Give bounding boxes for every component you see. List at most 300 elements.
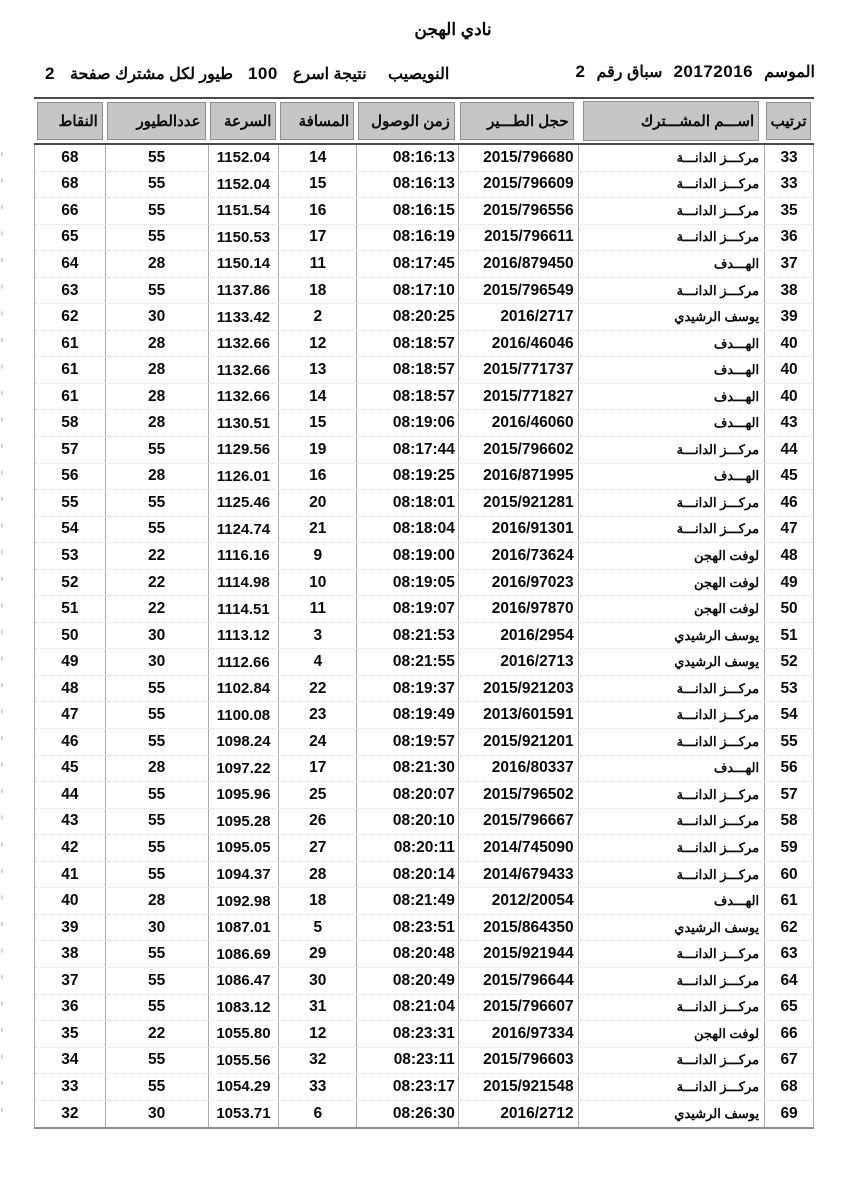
cell-rank: 39: [764, 304, 813, 330]
cell-ring: 2016/2954: [458, 623, 578, 649]
cell-time: 08:20:11: [356, 835, 458, 861]
cell-ring: 2013/601591: [458, 702, 578, 728]
cell-name: يوسف الرشيدي: [578, 623, 765, 649]
cell-birds: 30: [105, 304, 208, 330]
cell-ring: 2016/91301: [458, 517, 578, 543]
cell-birds: 28: [105, 357, 208, 383]
column-header-time: [356, 101, 458, 141]
table-row: [35, 304, 813, 331]
cell-time: 08:16:15: [356, 198, 458, 224]
cell-speed: 1137.86: [208, 278, 279, 304]
cell-points: 66: [61, 201, 79, 219]
cell-points: 48: [61, 679, 79, 697]
cell-birds: 55: [105, 702, 208, 728]
cell-ring: 2016/871995: [458, 464, 578, 490]
cell-time: 08:20:10: [356, 809, 458, 835]
cell-time: 08:26:30: [356, 1101, 458, 1128]
cell-birds: 55: [105, 782, 208, 808]
cell-dist: 25: [278, 782, 356, 808]
cell-points: 42: [61, 838, 79, 856]
cell-rank: 51: [764, 623, 813, 649]
table-body: [34, 145, 814, 1129]
cell-speed: 1100.08: [208, 702, 279, 728]
cell-dist: 3: [278, 623, 356, 649]
cell-birds: 22: [105, 596, 208, 622]
cell-birds: 28: [105, 464, 208, 490]
cell-time: 08:19:00: [356, 543, 458, 569]
cell-time: 08:16:13: [356, 145, 458, 171]
cell-name: مركـــز الدانـــة: [578, 995, 765, 1021]
cell-time: 08:23:51: [356, 915, 458, 941]
table-row: [35, 517, 813, 544]
result-label: نتيجة اسرع: [292, 66, 367, 83]
cell-name: لوفت الهجن: [578, 543, 765, 569]
cell-dist: 19: [278, 437, 356, 463]
column-header-name: [578, 101, 765, 141]
cell-birds: 28: [105, 331, 208, 357]
race-location: النويصيب: [388, 66, 450, 83]
cell-time: 08:20:07: [356, 782, 458, 808]
cell-time: 08:19:07: [356, 596, 458, 622]
cell-name: يوسف الرشيدي: [578, 649, 765, 675]
cell-dist: 22: [278, 676, 356, 702]
cell-time: 08:16:19: [356, 225, 458, 251]
table-row: [35, 172, 813, 199]
cell-name: مركـــز الدانـــة: [578, 198, 765, 224]
cell-points: 34: [61, 1051, 79, 1069]
cell-points: 68: [61, 148, 79, 166]
cell-rank: 65: [764, 995, 813, 1021]
table-row: [35, 543, 813, 570]
cell-ring: 2015/921203: [458, 676, 578, 702]
cell-speed: 1113.12: [208, 623, 279, 649]
cell-time: 08:18:04: [356, 517, 458, 543]
cell-ring: 2014/679433: [458, 862, 578, 888]
cell-speed: 1094.37: [208, 862, 279, 888]
cell-time: 08:21:55: [356, 649, 458, 675]
cell-time: 08:19:57: [356, 729, 458, 755]
cell-points: 62: [61, 308, 79, 326]
cell-points: 46: [61, 732, 79, 750]
cell-rank: 68: [764, 1074, 813, 1100]
cell-name: يوسف الرشيدي: [578, 915, 765, 941]
cell-rank: 55: [764, 729, 813, 755]
cell-name: مركـــز الدانـــة: [578, 437, 765, 463]
cell-rank: 36: [764, 225, 813, 251]
cell-name: مركـــز الدانـــة: [578, 517, 765, 543]
cell-dist: 10: [278, 570, 356, 596]
subtitle-row: [0, 62, 848, 88]
cell-speed: 1083.12: [208, 995, 279, 1021]
cell-points: 51: [61, 600, 79, 618]
cell-rank: 61: [764, 888, 813, 914]
cell-time: 08:18:57: [356, 384, 458, 410]
cell-points: 64: [61, 254, 79, 272]
cell-rank: 66: [764, 1021, 813, 1047]
cell-rank: 59: [764, 835, 813, 861]
cell-dist: 17: [278, 756, 356, 782]
table-row: [35, 941, 813, 968]
cell-speed: 1055.80: [208, 1021, 279, 1047]
table-row: [35, 968, 813, 995]
cell-ring: 2012/20054: [458, 888, 578, 914]
cell-time: 08:19:37: [356, 676, 458, 702]
cell-birds: 22: [105, 1021, 208, 1047]
cell-speed: 1132.66: [208, 331, 279, 357]
table-header-row: [34, 97, 814, 145]
cell-time: 08:21:53: [356, 623, 458, 649]
cell-speed: 1102.84: [208, 676, 279, 702]
cell-points: 50: [61, 626, 79, 644]
table-row: [35, 410, 813, 437]
table-row: [35, 915, 813, 942]
cell-dist: 32: [278, 1048, 356, 1074]
cell-birds: 30: [105, 1101, 208, 1128]
cell-ring: 2016/80337: [458, 756, 578, 782]
cell-dist: 14: [278, 145, 356, 171]
cell-name: الهـــدف: [578, 384, 765, 410]
cell-dist: 29: [278, 941, 356, 967]
cell-ring: 2014/745090: [458, 835, 578, 861]
cell-name: يوسف الرشيدي: [578, 304, 765, 330]
cell-ring: 2016/879450: [458, 251, 578, 277]
cell-rank: 49: [764, 570, 813, 596]
cell-birds: 55: [105, 225, 208, 251]
cell-points: 32: [61, 1104, 79, 1122]
cell-rank: 53: [764, 676, 813, 702]
cell-time: 08:19:05: [356, 570, 458, 596]
cell-rank: 46: [764, 490, 813, 516]
cell-points: 54: [61, 520, 79, 538]
race-label: سباق رقم: [596, 64, 663, 81]
season-race-info: [576, 62, 816, 82]
race-number: 2: [575, 62, 586, 81]
cell-points: 44: [61, 785, 79, 803]
cell-speed: 1054.29: [208, 1074, 279, 1100]
cell-birds: 55: [105, 517, 208, 543]
cell-ring: 2016/46046: [458, 331, 578, 357]
cell-name: لوفت الهجن: [578, 1021, 765, 1047]
column-header-speed: [208, 101, 279, 141]
column-header-label-rank: ترتيب: [766, 102, 811, 140]
cell-dist: 18: [278, 888, 356, 914]
cell-name: يوسف الرشيدي: [578, 1101, 765, 1128]
table-row: [35, 1101, 813, 1128]
cell-name: مركـــز الدانـــة: [578, 145, 765, 171]
cell-name: مركـــز الدانـــة: [578, 225, 765, 251]
cell-points: 68: [61, 175, 79, 193]
cell-ring: 2015/771737: [458, 357, 578, 383]
cell-speed: 1150.53: [208, 225, 279, 251]
cell-dist: 11: [278, 251, 356, 277]
cell-name: مركـــز الدانـــة: [578, 729, 765, 755]
cell-ring: 2016/97334: [458, 1021, 578, 1047]
cell-ring: 2015/796611: [458, 225, 578, 251]
cell-points: 57: [61, 440, 79, 458]
cell-time: 08:20:49: [356, 968, 458, 994]
cell-points: 63: [61, 281, 79, 299]
result-info: [45, 64, 367, 84]
cell-time: 08:17:45: [356, 251, 458, 277]
cell-dist: 30: [278, 968, 356, 994]
table-row: [35, 888, 813, 915]
cell-dist: 14: [278, 384, 356, 410]
cell-name: الهـــدف: [578, 464, 765, 490]
cell-speed: 1098.24: [208, 729, 279, 755]
cell-ring: 2015/864350: [458, 915, 578, 941]
cell-name: الهـــدف: [578, 251, 765, 277]
cell-time: 08:20:25: [356, 304, 458, 330]
cell-speed: 1055.56: [208, 1048, 279, 1074]
table-row: [35, 278, 813, 305]
cell-birds: 28: [105, 384, 208, 410]
season-label: الموسم: [764, 64, 815, 81]
column-header-label-name: اســـم المشـــترك: [583, 101, 760, 141]
cell-dist: 16: [278, 198, 356, 224]
cell-birds: 55: [105, 862, 208, 888]
cell-birds: 55: [105, 490, 208, 516]
cell-speed: 1151.54: [208, 198, 279, 224]
table-row: [35, 357, 813, 384]
cell-dist: 15: [278, 410, 356, 436]
cell-ring: 2015/796644: [458, 968, 578, 994]
cell-points: 52: [61, 573, 79, 591]
cell-name: مركـــز الدانـــة: [578, 1074, 765, 1100]
cell-dist: 31: [278, 995, 356, 1021]
cell-points: 40: [61, 892, 79, 910]
table-row: [35, 464, 813, 491]
cell-dist: 9: [278, 543, 356, 569]
cell-speed: 1132.66: [208, 384, 279, 410]
cell-points: 45: [61, 759, 79, 777]
cell-points: 61: [61, 387, 79, 405]
cell-speed: 1150.14: [208, 251, 279, 277]
column-header-ring: [458, 101, 578, 141]
cell-points: 47: [61, 706, 79, 724]
cell-speed: 1114.51: [208, 596, 279, 622]
cell-rank: 52: [764, 649, 813, 675]
cell-birds: 55: [105, 835, 208, 861]
table-row: [35, 1074, 813, 1101]
cell-ring: 2015/921944: [458, 941, 578, 967]
table-row: [35, 570, 813, 597]
cell-name: الهـــدف: [578, 357, 765, 383]
cell-birds: 55: [105, 729, 208, 755]
cell-points: 65: [61, 228, 79, 246]
scan-edge-marks: [1, 152, 3, 1130]
cell-birds: 55: [105, 1048, 208, 1074]
table-row: [35, 995, 813, 1022]
cell-name: مركـــز الدانـــة: [578, 676, 765, 702]
cell-dist: 27: [278, 835, 356, 861]
cell-speed: 1112.66: [208, 649, 279, 675]
cell-speed: 1053.71: [208, 1101, 279, 1128]
table-row: [35, 729, 813, 756]
cell-ring: 2015/796607: [458, 995, 578, 1021]
cell-name: مركـــز الدانـــة: [578, 702, 765, 728]
cell-speed: 1095.05: [208, 835, 279, 861]
results-table: [34, 97, 814, 1129]
cell-name: لوفت الهجن: [578, 596, 765, 622]
cell-dist: 33: [278, 1074, 356, 1100]
page-title: نادي الهجن: [414, 20, 492, 39]
cell-name: مركـــز الدانـــة: [578, 782, 765, 808]
cell-time: 08:21:04: [356, 995, 458, 1021]
cell-time: 08:18:57: [356, 331, 458, 357]
cell-ring: 2016/97023: [458, 570, 578, 596]
table-row: [35, 862, 813, 889]
cell-ring: 2015/796549: [458, 278, 578, 304]
cell-speed: 1126.01: [208, 464, 279, 490]
page-number: 2: [45, 64, 55, 83]
season-value: 20172016: [673, 62, 754, 81]
cell-name: مركـــز الدانـــة: [578, 490, 765, 516]
cell-rank: 37: [764, 251, 813, 277]
cell-points: 61: [61, 361, 79, 379]
cell-birds: 55: [105, 172, 208, 198]
column-header-rank: [764, 101, 813, 141]
cell-rank: 43: [764, 410, 813, 436]
cell-points: 36: [61, 998, 79, 1016]
cell-points: 35: [61, 1024, 79, 1042]
column-header-label-time: زمن الوصول: [358, 102, 455, 140]
cell-speed: 1086.69: [208, 941, 279, 967]
cell-points: 56: [61, 467, 79, 485]
cell-speed: 1124.74: [208, 517, 279, 543]
cell-speed: 1087.01: [208, 915, 279, 941]
column-header-label-dist: المسافة: [280, 102, 354, 140]
cell-points: 37: [61, 971, 79, 989]
cell-rank: 57: [764, 782, 813, 808]
cell-rank: 40: [764, 384, 813, 410]
cell-dist: 12: [278, 1021, 356, 1047]
cell-ring: 2015/796502: [458, 782, 578, 808]
cell-rank: 63: [764, 941, 813, 967]
cell-speed: 1152.04: [208, 172, 279, 198]
column-header-label-birds: عددالطيور: [107, 102, 206, 140]
cell-birds: 22: [105, 543, 208, 569]
cell-dist: 11: [278, 596, 356, 622]
table-row: [35, 596, 813, 623]
cell-time: 08:21:30: [356, 756, 458, 782]
cell-dist: 20: [278, 490, 356, 516]
cell-dist: 24: [278, 729, 356, 755]
cell-speed: 1125.46: [208, 490, 279, 516]
column-header-points: [35, 101, 105, 141]
cell-ring: 2016/97870: [458, 596, 578, 622]
cell-points: 58: [61, 414, 79, 432]
cell-ring: 2015/796603: [458, 1048, 578, 1074]
cell-dist: 18: [278, 278, 356, 304]
cell-points: 38: [61, 945, 79, 963]
cell-name: مركـــز الدانـــة: [578, 278, 765, 304]
cell-birds: 55: [105, 278, 208, 304]
cell-time: 08:17:10: [356, 278, 458, 304]
cell-rank: 33: [764, 172, 813, 198]
table-row: [35, 1048, 813, 1075]
cell-speed: 1132.66: [208, 357, 279, 383]
cell-birds: 55: [105, 941, 208, 967]
cell-ring: 2016/2717: [458, 304, 578, 330]
cell-name: مركـــز الدانـــة: [578, 968, 765, 994]
cell-speed: 1097.22: [208, 756, 279, 782]
cell-points: 33: [61, 1077, 79, 1095]
table-row: [35, 198, 813, 225]
cell-birds: 55: [105, 809, 208, 835]
cell-ring: 2016/46060: [458, 410, 578, 436]
result-suffix: طيور لكل مشترك صفحة: [69, 66, 233, 83]
table-row: [35, 437, 813, 464]
cell-ring: 2015/796667: [458, 809, 578, 835]
cell-name: مركـــز الدانـــة: [578, 172, 765, 198]
cell-time: 08:19:25: [356, 464, 458, 490]
cell-birds: 55: [105, 145, 208, 171]
cell-rank: 33: [764, 145, 813, 171]
cell-ring: 2016/2713: [458, 649, 578, 675]
cell-time: 08:18:57: [356, 357, 458, 383]
cell-dist: 15: [278, 172, 356, 198]
table-row: [35, 809, 813, 836]
cell-points: 55: [61, 493, 79, 511]
cell-speed: 1086.47: [208, 968, 279, 994]
cell-birds: 30: [105, 649, 208, 675]
cell-name: الهـــدف: [578, 756, 765, 782]
cell-speed: 1129.56: [208, 437, 279, 463]
cell-time: 08:18:01: [356, 490, 458, 516]
cell-rank: 40: [764, 357, 813, 383]
cell-time: 08:21:49: [356, 888, 458, 914]
table-row: [35, 490, 813, 517]
cell-rank: 60: [764, 862, 813, 888]
table-row: [35, 649, 813, 676]
cell-dist: 17: [278, 225, 356, 251]
cell-time: 08:19:06: [356, 410, 458, 436]
cell-rank: 56: [764, 756, 813, 782]
cell-rank: 45: [764, 464, 813, 490]
cell-rank: 69: [764, 1101, 813, 1128]
cell-dist: 16: [278, 464, 356, 490]
cell-dist: 5: [278, 915, 356, 941]
cell-time: 08:17:44: [356, 437, 458, 463]
cell-name: الهـــدف: [578, 331, 765, 357]
cell-ring: 2015/796680: [458, 145, 578, 171]
cell-name: مركـــز الدانـــة: [578, 835, 765, 861]
cell-ring: 2015/921281: [458, 490, 578, 516]
cell-name: مركـــز الدانـــة: [578, 941, 765, 967]
cell-rank: 62: [764, 915, 813, 941]
cell-points: 61: [61, 334, 79, 352]
cell-birds: 28: [105, 251, 208, 277]
cell-rank: 47: [764, 517, 813, 543]
cell-time: 08:20:48: [356, 941, 458, 967]
cell-birds: 55: [105, 198, 208, 224]
cell-birds: 30: [105, 623, 208, 649]
cell-speed: 1133.42: [208, 304, 279, 330]
cell-ring: 2016/73624: [458, 543, 578, 569]
cell-ring: 2016/2712: [458, 1101, 578, 1128]
cell-birds: 28: [105, 888, 208, 914]
cell-birds: 22: [105, 570, 208, 596]
cell-rank: 35: [764, 198, 813, 224]
table-row: [35, 225, 813, 252]
result-count: 100: [247, 64, 278, 83]
cell-birds: 55: [105, 995, 208, 1021]
cell-speed: 1152.04: [208, 145, 279, 171]
cell-name: لوفت الهجن: [578, 570, 765, 596]
cell-dist: 12: [278, 331, 356, 357]
cell-speed: 1114.98: [208, 570, 279, 596]
cell-points: 43: [61, 812, 79, 830]
